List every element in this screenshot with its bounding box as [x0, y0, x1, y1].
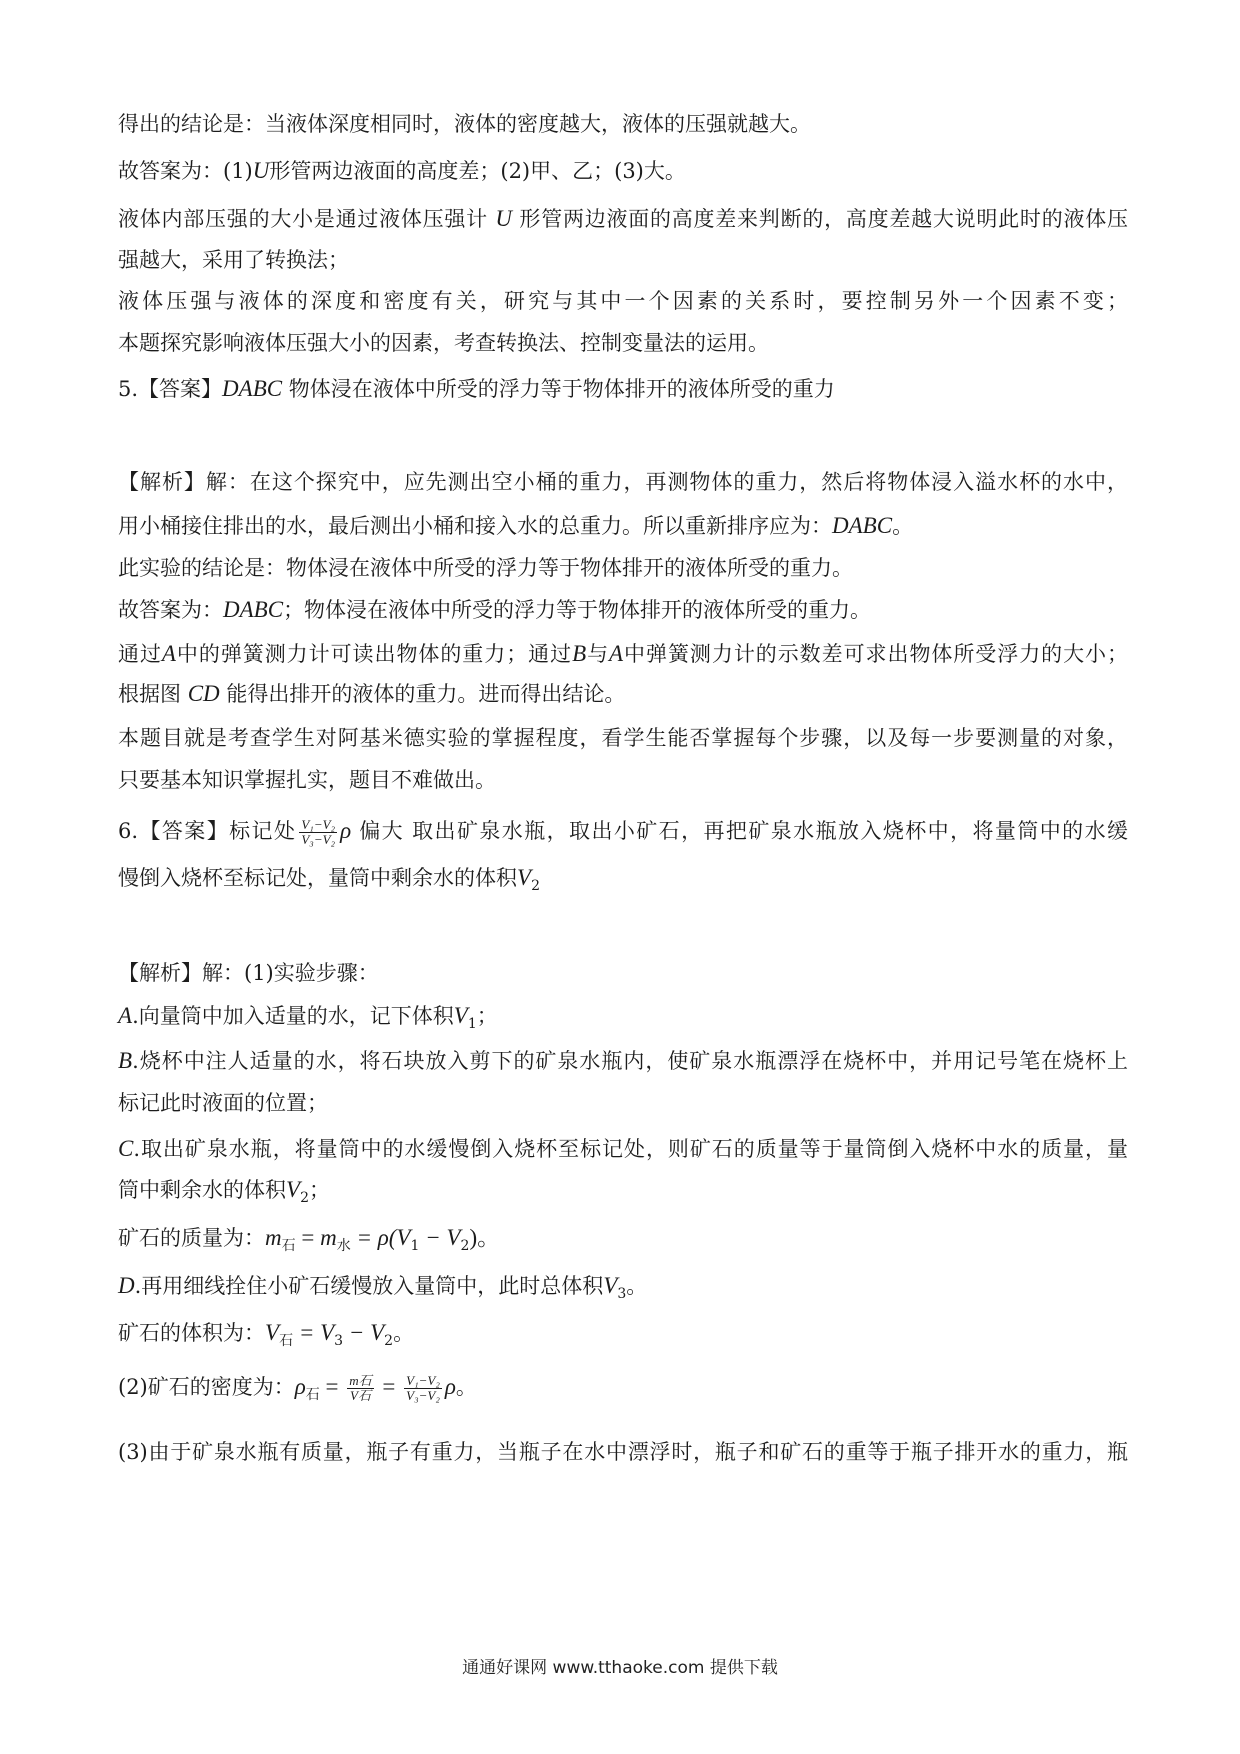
subscript: 水 [336, 1238, 351, 1254]
math-operator: = [295, 1225, 321, 1250]
page-footer: 通通好课网 www.tthaoke.com 提供下载 [462, 1658, 778, 1678]
subscript: 石 [281, 1238, 296, 1254]
text-span: 筒中剩余水的体积 [118, 1178, 286, 1202]
text-span: .再用细线拴住小矿石缓慢放入量筒中，此时总体积 [134, 1274, 604, 1298]
text-span: 。 [393, 1321, 415, 1345]
fraction [299, 818, 337, 847]
text-span: 能得出排开的液体的重力。进而得出结论。 [219, 682, 626, 706]
math-symbol: B [118, 1048, 133, 1073]
paragraph-line [118, 1087, 1128, 1119]
paragraph-line [118, 1133, 1128, 1165]
paragraph-line [118, 678, 1128, 710]
math-symbol: U [495, 206, 512, 231]
math-symbol: m [265, 1225, 282, 1250]
fraction-numerator: V₁−V₂ [301, 817, 336, 832]
math-operator: = [319, 1374, 345, 1399]
math-expression: )。 [469, 1225, 501, 1250]
text-span: 得出的结论是：当液体深度相同时，液体的密度越大，液体的压强就越大。 [118, 112, 811, 136]
paragraph-line [118, 203, 1128, 235]
text-span: 形管两边液面的高度差；(2)甲、乙；(3)大。 [269, 159, 686, 183]
paragraph-line [118, 155, 1128, 187]
math-symbol: DABC [222, 376, 283, 401]
paragraph-line [118, 244, 1128, 276]
text-span: 故答案为： [118, 598, 223, 622]
fraction-denominator: V₃−V₂ [301, 832, 336, 847]
text-span: 通过 [118, 642, 162, 666]
paragraph-line [118, 1045, 1128, 1077]
math-symbol: B [572, 641, 587, 666]
paragraph-line [118, 466, 1128, 498]
text-span: 中的弹簧测力计可读出物体的重力；通过 [175, 642, 573, 666]
text-span: 。 [455, 1375, 477, 1399]
text-span: 液体压强与液体的深度和密度有关，研究与其中一个因素的关系时，要控制另外一个因素不变； [118, 289, 1128, 313]
math-symbol: V [603, 1273, 618, 1298]
subscript: 2 [460, 1238, 470, 1254]
text-span: 慢倒入烧杯至标记处，量筒中剩余水的体积 [118, 866, 517, 890]
subscript: 1 [467, 1016, 477, 1032]
text-span: 与 [586, 642, 610, 666]
text-span: (3)由于矿泉水瓶有质量，瓶子有重力，当瓶子在水中漂浮时，瓶子和矿石的重等于瓶子排开水的重力，瓶 [118, 1440, 1128, 1464]
math-symbol: ρ [340, 818, 352, 843]
text-span: 【解析】解：(1)实验步骤： [118, 961, 379, 985]
math-symbol: D [118, 1273, 135, 1298]
formula-line [118, 1317, 1128, 1349]
math-expression: − V [343, 1320, 385, 1345]
fraction [347, 1374, 373, 1403]
subscript: 3 [334, 1333, 344, 1349]
text-span: 矿石的体积为： [118, 1321, 265, 1345]
fraction-numerator: m石 [349, 1373, 372, 1388]
paragraph-line [118, 327, 1128, 359]
text-span: 用小桶接住排出的水，最后测出小桶和接入水的总重力。所以重新排序应为： [118, 514, 832, 538]
text-span: 6.【答案】标记处 [118, 819, 297, 843]
math-expression: − V [419, 1225, 461, 1250]
formula-line [118, 1222, 1128, 1254]
math-expression: = V [293, 1320, 335, 1345]
paragraph-line [118, 108, 1128, 140]
paragraph-line [118, 957, 1128, 989]
math-symbol: ρ [294, 1374, 306, 1399]
answer-heading [118, 373, 1128, 405]
text-span: .烧杯中注人适量的水，将石块放入剪下的矿泉水瓶内，使矿泉水瓶漂浮在烧杯中，并用记号笔在烧杯上 [132, 1049, 1128, 1073]
subscript: 石 [305, 1387, 320, 1403]
formula-line [118, 1371, 1128, 1403]
text-span: (2)矿石的密度为： [118, 1375, 295, 1399]
subscript: 2 [531, 878, 540, 894]
text-span: 形管两边液面的高度差来判断的，高度差越大说明此时的液体压 [512, 207, 1128, 231]
subscript: 石 [279, 1333, 294, 1349]
paragraph-line [118, 1174, 1128, 1206]
math-symbol: C [118, 1136, 134, 1161]
paragraph-line [118, 1270, 1128, 1302]
fraction-denominator: V石 [350, 1388, 371, 1403]
subscript: 2 [384, 1333, 394, 1349]
math-symbol: A [118, 1003, 133, 1028]
text-span: 中弹簧测力计的示数差可求出物体所受浮力的大小； [623, 642, 1129, 666]
math-operator: = [376, 1374, 402, 1399]
text-span: 只要基本知识掌握扎实，题目不难做出。 [118, 768, 496, 792]
subscript: 3 [617, 1286, 627, 1302]
text-span: 根据图 [118, 682, 188, 706]
math-symbol: A [609, 641, 624, 666]
fraction [404, 1374, 442, 1403]
subscript: 1 [410, 1238, 420, 1254]
text-span: 液体内部压强的大小是通过液体压强计 [118, 207, 496, 231]
math-symbol: A [161, 641, 176, 666]
text-span: ； [476, 1004, 498, 1028]
paragraph-line [118, 552, 1128, 584]
math-symbol: CD [187, 681, 220, 706]
text-span: 【解析】解：在这个探究中，应先测出空小桶的重力，再测物体的重力，然后将物体浸入溢水杯的水中， [118, 470, 1128, 494]
paragraph-line [118, 862, 1128, 894]
paragraph-line [118, 722, 1128, 754]
math-symbol: V [265, 1320, 280, 1345]
math-expression: = ρ(V [350, 1225, 411, 1250]
text-span: .取出矿泉水瓶，将量筒中的水缓慢倒入烧杯至标记处，则矿石的质量等于量筒倒入烧杯中水的质量，量 [133, 1137, 1128, 1161]
text-span: 。 [626, 1274, 648, 1298]
text-span: ；物体浸在液体中所受的浮力等于物体排开的液体所受的重力。 [283, 598, 872, 622]
math-symbol: DABC [832, 513, 893, 538]
paragraph-line [118, 594, 1128, 626]
text-span: 本题探究影响液体压强大小的因素，考查转换法、控制变量法的运用。 [118, 331, 769, 355]
text-span: 物体浸在液体中所受的浮力等于物体排开的液体所受的重力 [282, 377, 835, 401]
paragraph-line [118, 638, 1128, 670]
text-span: 矿石的质量为： [118, 1226, 265, 1250]
math-symbol: m [320, 1225, 337, 1250]
subscript: 2 [300, 1190, 309, 1206]
math-symbol: V [453, 1003, 468, 1028]
fraction-denominator: V₃−V₂ [406, 1388, 440, 1403]
math-symbol: U [252, 158, 270, 183]
text-span: 。 [892, 514, 914, 538]
math-symbol: ρ [444, 1374, 456, 1399]
paragraph-line [118, 1000, 1128, 1032]
text-span: ； [308, 1178, 330, 1202]
paragraph-line [118, 1436, 1128, 1468]
math-symbol: DABC [223, 597, 284, 622]
text-span: .向量筒中加入适量的水，记下体积 [132, 1004, 454, 1028]
text-span: 故答案为：(1) [118, 159, 253, 183]
text-span: 强越大，采用了转换法； [118, 248, 349, 272]
text-span: 此实验的结论是：物体浸在液体中所受的浮力等于物体排开的液体所受的重力。 [118, 556, 853, 580]
text-span: 本题目就是考查学生对阿基米德实验的掌握程度，看学生能否掌握每个步骤，以及每一步要测量的对象， [118, 726, 1128, 750]
text-span: 偏大 取出矿泉水瓶，取出小矿石，再把矿泉水瓶放入烧杯中，将量筒中的水缓 [351, 819, 1128, 843]
fraction-numerator: V₁−V₂ [406, 1373, 440, 1388]
text-span: 5.【答案】 [118, 377, 223, 401]
text-span: 标记此时液面的位置； [118, 1091, 328, 1115]
paragraph-line [118, 764, 1128, 796]
math-symbol: V [286, 1177, 301, 1202]
math-symbol: V [517, 865, 532, 890]
answer-heading [118, 815, 1128, 847]
paragraph-line [118, 510, 1128, 542]
paragraph-line [118, 285, 1128, 317]
